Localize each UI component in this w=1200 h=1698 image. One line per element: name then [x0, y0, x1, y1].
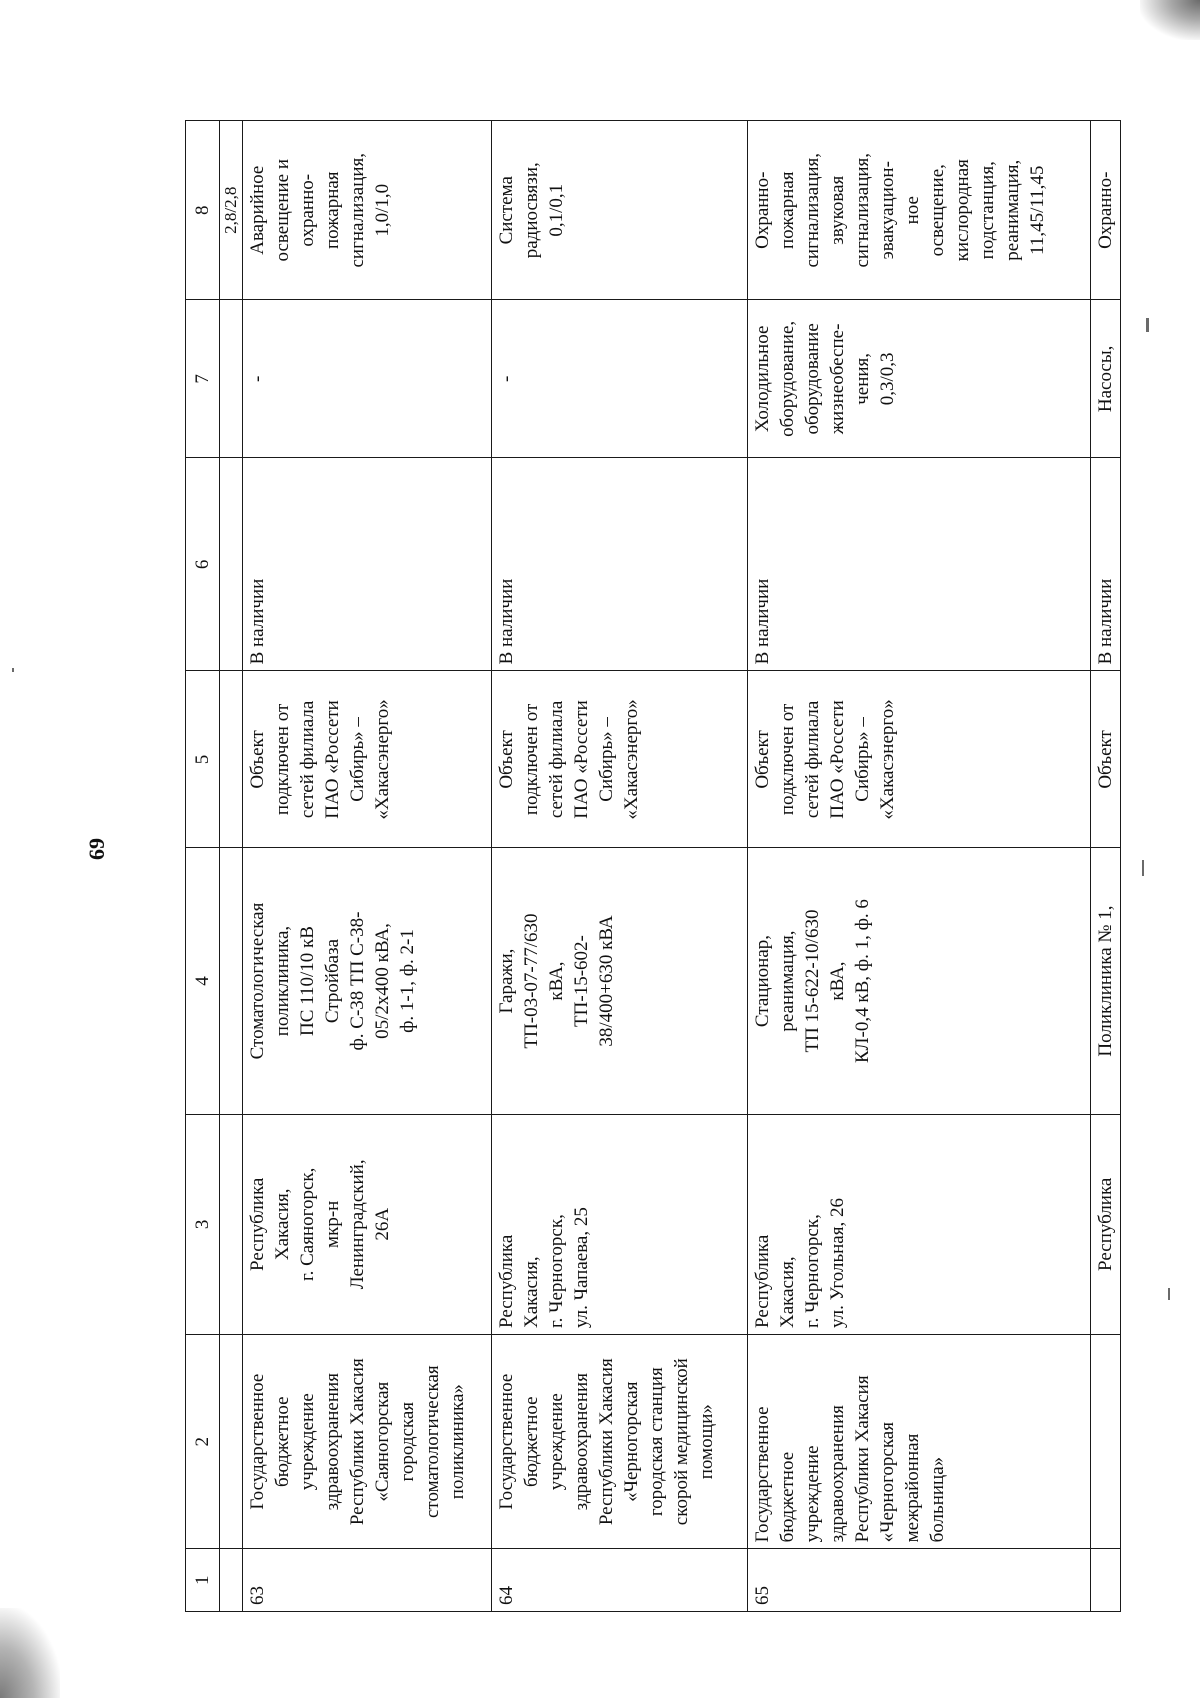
organization-cell: Государственное бюджетное учреждение здравоохранения Республики Хакасия «Черногорская городская станция скорой медицинской помощи»	[492, 1335, 748, 1549]
power-source-cell: Стоматологическая поликлиника, ПС 110/10 кВ Стройбаза ф. С-38 ТП С-38- 05/2х400 кВА, ф. 1-1, ф. 2-1	[243, 848, 492, 1114]
systems-cell: Охранно-	[1091, 121, 1121, 300]
row-number-cell: 63	[243, 1549, 492, 1612]
rotated-table-sheet	[185, 120, 1116, 1612]
column-number-header: 7	[186, 300, 220, 458]
column-number-header: 3	[186, 1114, 220, 1334]
scan-speck	[12, 668, 14, 672]
power-source-cell: Гаражи, ТП-03-07-77/630 кВА, ТП-15-602- 38/400+630 кВА	[492, 848, 748, 1114]
status-cell: В наличии	[748, 458, 1091, 671]
power-source-cell: Поликлиника № 1,	[1091, 848, 1121, 1114]
scan-speck	[1142, 860, 1144, 876]
connection-cell: Объект подключен от сетей филиала ПАО «Россети Сибирь» – «Хакасэнерго»	[492, 671, 748, 848]
status-cell: В наличии	[243, 458, 492, 671]
page-number: 69	[84, 838, 109, 860]
address-cell: Республика	[1091, 1114, 1121, 1334]
table-row	[243, 121, 492, 1612]
status-cell: В наличии	[492, 458, 748, 671]
organization-cell: Государственное бюджетное учреждение здравоохранения Республики Хакасия «Черногорская межрайонная больница»	[748, 1335, 1091, 1549]
row-number-cell: 65	[748, 1549, 1091, 1612]
data-table	[185, 120, 1121, 1612]
table-row-continued	[1091, 121, 1121, 1612]
column-number-header: 6	[186, 458, 220, 671]
equipment-cell: Холодильное оборудование, оборудование жизнеобеспе- чения, 0,3/0,3	[748, 300, 1091, 458]
address-cell: Республика Хакасия, г. Черногорск, ул. Чапаева, 25	[492, 1114, 748, 1334]
organization-cell: Государственное бюджетное учреждение здравоохранения Республики Хакасия «Саяногорская городская стоматологическая поликлиника»	[243, 1335, 492, 1549]
systems-cell: Охранно- пожарная сигнализация, звуковая сигнализация, эвакуацион- ное освещение, кислородная подстанция, реанимация, 11,45/11,45	[748, 121, 1091, 300]
carry-over-row	[220, 121, 243, 1612]
scan-shadow-top-right	[1140, 0, 1200, 40]
column-number-header: 2	[186, 1335, 220, 1549]
address-cell: Республика Хакасия, г. Черногорск, ул. Угольная, 26	[748, 1114, 1091, 1334]
address-cell: Республика Хакасия, г. Саяногорск, мкр-н Ленинградский, 26А	[243, 1114, 492, 1334]
scan-speck	[1146, 318, 1149, 332]
connection-cell: Объект подключен от сетей филиала ПАО «Россети Сибирь» – «Хакасэнерго»	[243, 671, 492, 848]
status-cell: В наличии	[1091, 458, 1121, 671]
column-number-header: 4	[186, 848, 220, 1114]
column-number-header: 8	[186, 121, 220, 300]
equipment-cell: -	[492, 300, 748, 458]
column-header-row	[186, 121, 220, 1612]
carry-over-value: 2,8/2,8	[220, 121, 243, 300]
equipment-cell: -	[243, 300, 492, 458]
systems-cell: Система радиосвязи, 0,1/0,1	[492, 121, 748, 300]
column-number-header: 1	[186, 1549, 220, 1612]
connection-cell: Объект	[1091, 671, 1121, 848]
scan-shadow-bottom-left	[0, 1608, 60, 1698]
connection-cell: Объект подключен от сетей филиала ПАО «Россети Сибирь» – «Хакасэнерго»	[748, 671, 1091, 848]
table-row	[748, 121, 1091, 1612]
table-row	[492, 121, 748, 1612]
power-source-cell: Стационар, реанимация, ТП 15-622-10/630 кВА, КЛ-0,4 кВ, ф. 1, ф. 6	[748, 848, 1091, 1114]
equipment-cell: Насосы,	[1091, 300, 1121, 458]
systems-cell: Аварийное освещение и охранно- пожарная сигнализация, 1,0/1,0	[243, 121, 492, 300]
row-number-cell: 64	[492, 1549, 748, 1612]
column-number-header: 5	[186, 671, 220, 848]
scan-speck	[1168, 1288, 1170, 1300]
